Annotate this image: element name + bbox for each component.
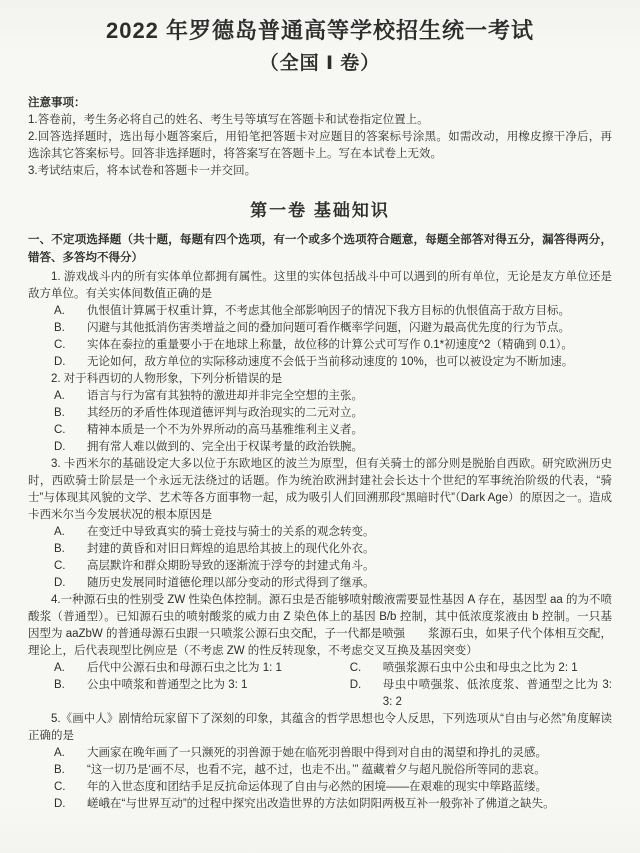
option-label: B. — [54, 406, 65, 419]
option-text: 闪避与其他抵消伤害类增益之间的叠加问题可看作概率学问题，闪避为最高优先度的行为节点。 — [87, 321, 570, 334]
option-text: 封建的黄昏和对旧日辉煌的追思给其披上的现代化外衣。 — [87, 542, 375, 555]
option — [28, 337, 612, 354]
question-block — [28, 371, 612, 456]
question-stem: 1. 游戏战斗内的所有实体单位都拥有属性。这里的实体包括战斗中可以遇到的所有单位，无论是友方单位还是敌方单位。有关实体间数值正确的是 — [28, 270, 612, 300]
option-text: 仇恨值计算属于权重计算，不考虑其他全部影响因子的情况下我方目标的仇恨值高于敌方目标。 — [87, 304, 570, 317]
option — [28, 558, 612, 575]
option — [54, 677, 350, 711]
option-text: “这一切乃是‘画不尽，也看不完，越不过，也走不出。’” 蕴藏着夕与超凡脱俗所等同的悲哀。 — [87, 763, 546, 776]
question-block — [28, 711, 612, 813]
option-label: B. — [54, 678, 65, 691]
option-label: D. — [54, 797, 66, 810]
option — [28, 405, 612, 422]
option — [28, 541, 612, 558]
option-label: B. — [54, 763, 65, 776]
option-text: 喷强浆源石虫中公虫和母虫之比为 2: 1 — [382, 661, 578, 674]
option-label: A. — [54, 746, 65, 759]
question-stem: 5.《画中人》剧情给玩家留下了深刻的印象，其蕴含的哲学思想也令人反思，下列选项从“自由与必然”角度解读正确的是 — [28, 712, 612, 742]
option-label: A. — [54, 525, 65, 538]
option-text: 年的入世态度和团结手足反抗命运体现了自由与必然的困境——在艰难的现实中筚路蓝缕。 — [87, 780, 547, 793]
option — [28, 524, 612, 541]
option-label: D. — [54, 576, 66, 589]
question-block — [28, 456, 612, 592]
option — [28, 575, 612, 592]
notice-item: 1.答卷前，考生务必将自己的姓名、考生号等填写在答题卡和试卷指定位置上。 — [28, 113, 429, 126]
question-stem: 3. 卡西米尔的基础设定大多以位于东欧地区的波兰为原型，但有关骑士的部分则是脱胎自西欧。研究欧洲历史时，西欧骑士阶层是一个永远无法绕过的话题。作为统治欧洲封建社会长达十个世纪的军事统治阶级的代表，“骑士”与体现其风貌的文学、艺术等各方面事物一起，成为吸引人们回溯那段“黑暗时代”（Dark Age）的原因之一。造成卡西米尔当今发展状况的根本原因是 — [28, 457, 612, 521]
option — [28, 796, 612, 813]
option — [28, 320, 612, 337]
option-label: D. — [54, 355, 66, 368]
option — [350, 677, 612, 711]
option — [28, 422, 612, 439]
option-label: C. — [54, 423, 66, 436]
option — [28, 354, 612, 371]
option-text: 在变迁中导致真实的骑士竞技与骑士的关系的观念转变。 — [87, 525, 375, 538]
question-stem: 4.一种源石虫的性别受 ZW 性染色体控制。源石虫是否能够喷射酸液需要显性基因 A 存在，基因型 aa 的为不喷酸浆（普通型）。已知源石虫的喷射酸浆的威力由 Z 染色体上的基因 B/b 控制，其中低浓度浆液由 b 控制。一只基因型为 aaZbW 的普通母源石虫跟一只喷浆公源石虫交配，子一代都是喷强 浆源石虫，如果子代个体相互交配，理论上，后代表现型比例应是（不考虑 ZW 的性反转现象，不考虑交叉互换及基因突变） — [28, 593, 612, 657]
notice-heading: 注意事项： — [28, 96, 86, 109]
question-block — [28, 269, 612, 371]
option-text: 精神本质是一个不为外界所动的高马基雅维利主义者。 — [87, 423, 363, 436]
option-row — [28, 677, 612, 711]
option — [28, 779, 612, 796]
option-text: 语言与行为富有其独特的激进却并非完全空想的主张。 — [87, 389, 363, 402]
option-label: A. — [54, 661, 65, 674]
question-block — [28, 592, 612, 711]
option-text: 高层默许和群众期盼导致的逐渐流于浮夸的封建式角斗。 — [87, 559, 375, 572]
option-text: 后代中公源石虫和母源石虫之比为 1: 1 — [87, 661, 282, 674]
section-instructions: 一、不定项选择题（共十题，每题有四个选项，有一个或多个选项符合题意，每题全部答对得五分，漏答得两分，错答、多答均不得分） — [28, 233, 612, 264]
option — [54, 660, 350, 677]
option — [28, 439, 612, 456]
option-text: 无论如何，敌方单位的实际移动速度不会低于当前移动速度的 10%，也可以被设定为不断加速。 — [87, 355, 574, 368]
exam-subtitle: （全国 Ⅰ 卷） — [259, 52, 381, 74]
notice-item: 2.回答选择题时，选出每小题答案后，用铅笔把答题卡对应题目的答案标号涂黑。如需改动，用橡皮擦干净后，再选涂其它答案标号。回答非选择题时，将答案写在答题卡上。写在本试卷上无效。 — [28, 130, 612, 160]
option — [28, 303, 612, 320]
option-text: 拥有常人难以做到的、完全出于权谋考量的政治铁腕。 — [87, 440, 363, 453]
option-label: A. — [54, 389, 65, 402]
option — [28, 745, 612, 762]
notice-section — [28, 95, 612, 180]
option — [350, 660, 612, 677]
option-label: C. — [349, 661, 362, 674]
option-label: B. — [54, 321, 65, 334]
option-label: C. — [54, 559, 66, 572]
option-label: D. — [349, 678, 362, 691]
option-label: C. — [54, 338, 66, 351]
notice-item: 3.考试结束后，将本试卷和答题卡一并交回。 — [28, 164, 257, 177]
option-text: 公虫中喷浆和普通型之比为 3: 1 — [87, 678, 248, 691]
option-text: 大画家在晚年画了一只濒死的羽兽源于她在临死羽兽眼中得到对自由的渴望和挣扎的灵感。 — [87, 746, 547, 759]
option-label: D. — [54, 440, 66, 453]
option-text: 随历史发展同时道德伦理以部分变动的形式得到了继承。 — [87, 576, 375, 589]
option — [28, 762, 612, 779]
option-label: B. — [54, 542, 65, 555]
option-text: 其经历的矛盾性体现道德评判与政治现实的二元对立。 — [87, 406, 363, 419]
section-title: 第一卷 基础知识 — [250, 200, 390, 220]
option-text: 母虫中喷强浆、低浓度浆、普通型之比为 3: 3: 2 — [382, 678, 612, 708]
option-label: C. — [54, 780, 66, 793]
question-stem: 2. 对于科西切的人物形象，下列分析错误的是 — [51, 372, 283, 385]
option-text: 实体在泰拉的重量要小于在地球上称量，故位移的计算公式可写作 0.1*初速度^2（精确到 0.1）。 — [87, 338, 573, 351]
option — [28, 388, 612, 405]
option-text: 嵯峨在“与世界互动”的过程中探究出改造世界的方法如阴阳两极互补一般弥补了佛道之缺失。 — [87, 797, 555, 810]
exam-title: 2022 年罗德岛普通高等学校招生统一考试 — [105, 18, 535, 43]
option-row — [28, 660, 612, 677]
option-label: A. — [54, 304, 65, 317]
